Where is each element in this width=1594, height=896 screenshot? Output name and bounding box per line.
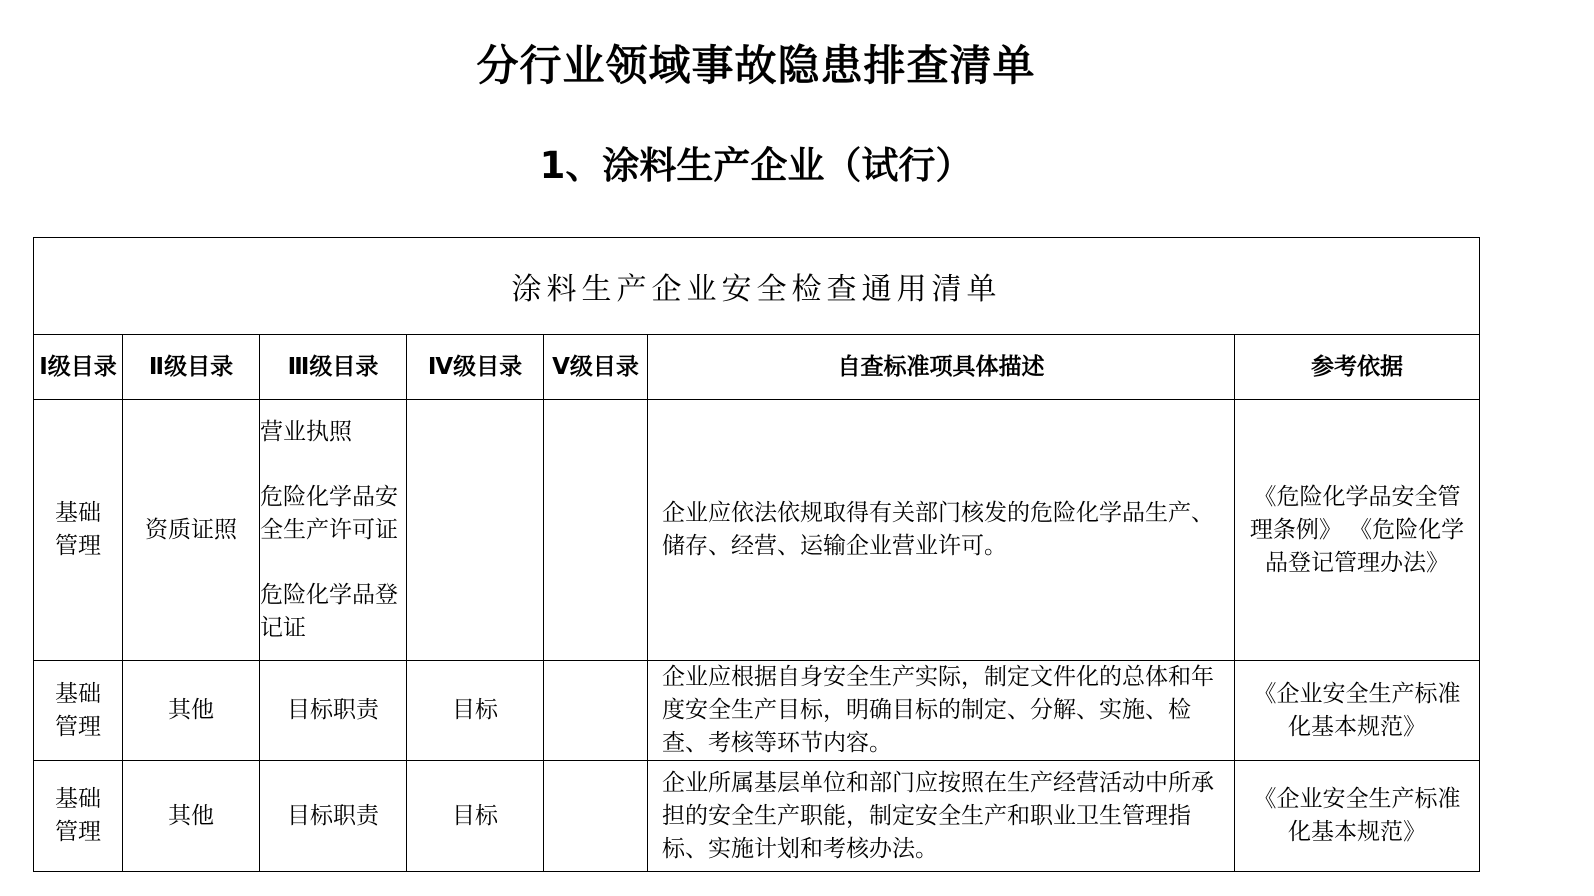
table-row <box>34 661 1480 761</box>
cell-level2: 其他 <box>123 761 260 872</box>
page-title: 分行业领域事故隐患排查清单 <box>476 41 1036 90</box>
cell-description: 企业应依法依规取得有关部门核发的危险化学品生产、储存、经营、运输企业营业许可。 <box>648 400 1235 661</box>
cell-level5 <box>544 761 648 872</box>
header-description: 自查标准项具体描述 <box>648 335 1235 400</box>
cell-level2: 资质证照 <box>123 400 260 661</box>
table-caption: 涂料生产企业安全检查通用清单 <box>34 238 1480 335</box>
level3-item: 危险化学品登记证 <box>260 581 398 641</box>
page-subtitle: 1、涂料生产企业（试行） <box>539 144 973 187</box>
cell-level4: 目标 <box>407 661 544 761</box>
table-row <box>34 400 1480 661</box>
cell-level4 <box>407 400 544 661</box>
header-level3: Ⅲ级目录 <box>260 335 407 400</box>
cell-reference: 《危险化学品安全管理条例》 《危险化学品登记管理办法》 <box>1235 400 1480 661</box>
header-reference: 参考依据 <box>1235 335 1480 400</box>
cell-level4: 目标 <box>407 761 544 872</box>
cell-description: 企业所属基层单位和部门应按照在生产经营活动中所承担的安全生产职能，制定安全生产和职业卫生管理指标、实施计划和考核办法。 <box>648 761 1235 872</box>
header-level1: Ⅰ级目录 <box>34 335 123 400</box>
cell-level3: 目标职责 <box>260 661 407 761</box>
cell-level5 <box>544 400 648 661</box>
cell-level3: 目标职责 <box>260 761 407 872</box>
header-level4: Ⅳ级目录 <box>407 335 544 400</box>
cell-level1: 基础管理 <box>34 661 123 761</box>
level3-item: 营业执照 <box>260 418 352 445</box>
checklist-table <box>33 237 1480 872</box>
cell-level5 <box>544 661 648 761</box>
cell-reference: 《企业安全生产标准化基本规范》 <box>1235 661 1480 761</box>
cell-level1: 基础管理 <box>34 400 123 661</box>
table-row <box>34 761 1480 872</box>
cell-description: 企业应根据自身安全生产实际，制定文件化的总体和年度安全生产目标，明确目标的制定、分解、实施、检查、考核等环节内容。 <box>648 661 1235 761</box>
table-header-row <box>34 335 1480 400</box>
cell-level2: 其他 <box>123 661 260 761</box>
cell-reference: 《企业安全生产标准化基本规范》 <box>1235 761 1480 872</box>
cell-level3 <box>260 400 407 661</box>
header-level2: Ⅱ级目录 <box>123 335 260 400</box>
cell-level1: 基础管理 <box>34 761 123 872</box>
header-level5: Ⅴ级目录 <box>544 335 648 400</box>
level3-item: 危险化学品安全生产许可证 <box>260 483 398 543</box>
